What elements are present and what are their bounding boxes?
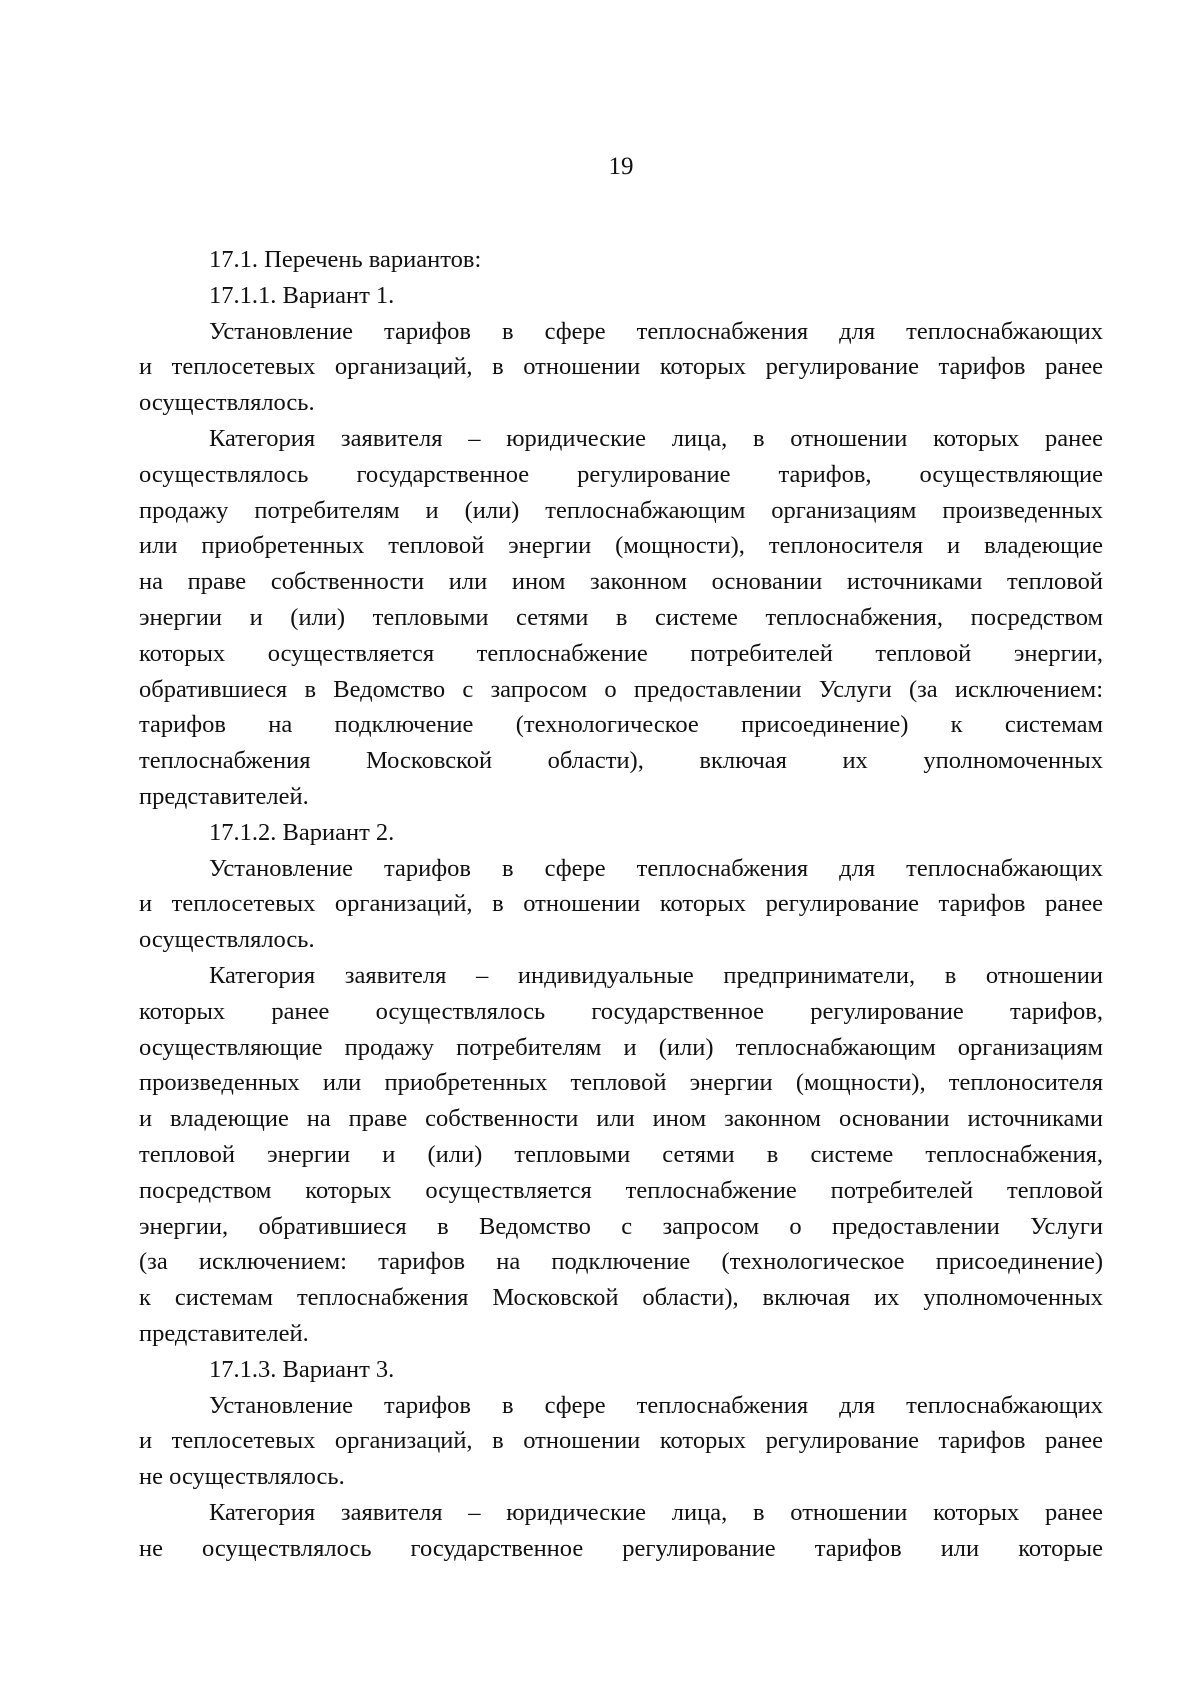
text-line: представителей. — [139, 782, 309, 810]
text-line: осуществлялось государственное регулирование тарифов, осуществляющие — [139, 460, 1103, 488]
text-line: Категория заявителя – юридические лица, в отношении которых ранее — [209, 1498, 1103, 1526]
text-line: энергии и (или) тепловыми сетями в системе теплоснабжения, посредством — [139, 603, 1103, 631]
text-line: осуществлялось. — [139, 389, 315, 417]
text-line: продажу потребителям и (или) теплоснабжающим организациям произведенных — [139, 496, 1103, 524]
text-line: которых ранее осуществлялось государственное регулирование тарифов, — [139, 997, 1103, 1025]
text-line: тарифов на подключение (технологическое присоединение) к системам — [139, 711, 1103, 739]
text-line: на праве собственности или ином законном основании источниками тепловой — [139, 568, 1103, 596]
text-line: Установление тарифов в сфере теплоснабжения для теплоснабжающих — [209, 1391, 1103, 1419]
text-line: представителей. — [139, 1319, 309, 1347]
text-line: обратившиеся в Ведомство с запросом о предоставлении Услуги (за исключением: — [139, 675, 1103, 703]
text-line: посредством которых осуществляется теплоснабжение потребителей тепловой — [139, 1176, 1103, 1204]
text-line: Категория заявителя – юридические лица, в отношении которых ранее — [209, 424, 1103, 452]
text-line: к системам теплоснабжения Московской области), включая их уполномоченных — [139, 1284, 1103, 1312]
text-line: и теплосетевых организаций, в отношении которых регулирование тарифов ранее — [139, 890, 1103, 918]
text-line: 17.1.2. Вариант 2. — [209, 818, 395, 846]
text-line: Установление тарифов в сфере теплоснабжения для теплоснабжающих — [209, 317, 1103, 345]
text-line: Установление тарифов в сфере теплоснабжения для теплоснабжающих — [209, 854, 1103, 882]
text-line: теплоснабжения Московской области), включая их уполномоченных — [139, 747, 1103, 775]
text-line: произведенных или приобретенных тепловой энергии (мощности), теплоносителя — [139, 1069, 1103, 1097]
text-line: 17.1. Перечень вариантов: — [209, 246, 482, 273]
text-line: осуществлялось. — [139, 926, 315, 954]
text-line: тепловой энергии и (или) тепловыми сетями в системе теплоснабжения, — [139, 1140, 1103, 1168]
text-line: не осуществлялось государственное регулирование тарифов или которые — [139, 1534, 1103, 1562]
text-line: и теплосетевых организаций, в отношении которых регулирование тарифов ранее — [139, 353, 1103, 381]
text-line: и теплосетевых организаций, в отношении которых регулирование тарифов ранее — [139, 1427, 1103, 1455]
text-line: не осуществлялось. — [139, 1463, 345, 1491]
text-line: энергии, обратившиеся в Ведомство с запросом о предоставлении Услуги — [139, 1212, 1103, 1240]
text-line: осуществляющие продажу потребителям и (или) теплоснабжающим организациям — [139, 1033, 1103, 1061]
text-line: 17.1.3. Вариант 3. — [209, 1355, 395, 1383]
page-number: 19 — [608, 153, 634, 180]
document-body — [139, 242, 1103, 1566]
text-line: которых осуществляется теплоснабжение потребителей тепловой энергии, — [139, 639, 1103, 667]
text-line: (за исключением: тарифов на подключение (технологическое присоединение) — [139, 1248, 1103, 1276]
text-line: Категория заявителя – индивидуальные предприниматели, в отношении — [209, 961, 1103, 989]
text-line: 17.1.1. Вариант 1. — [209, 281, 395, 309]
text-line: или приобретенных тепловой энергии (мощности), теплоносителя и владеющие — [139, 532, 1103, 560]
text-line: и владеющие на праве собственности или ином законном основании источниками — [139, 1105, 1103, 1133]
